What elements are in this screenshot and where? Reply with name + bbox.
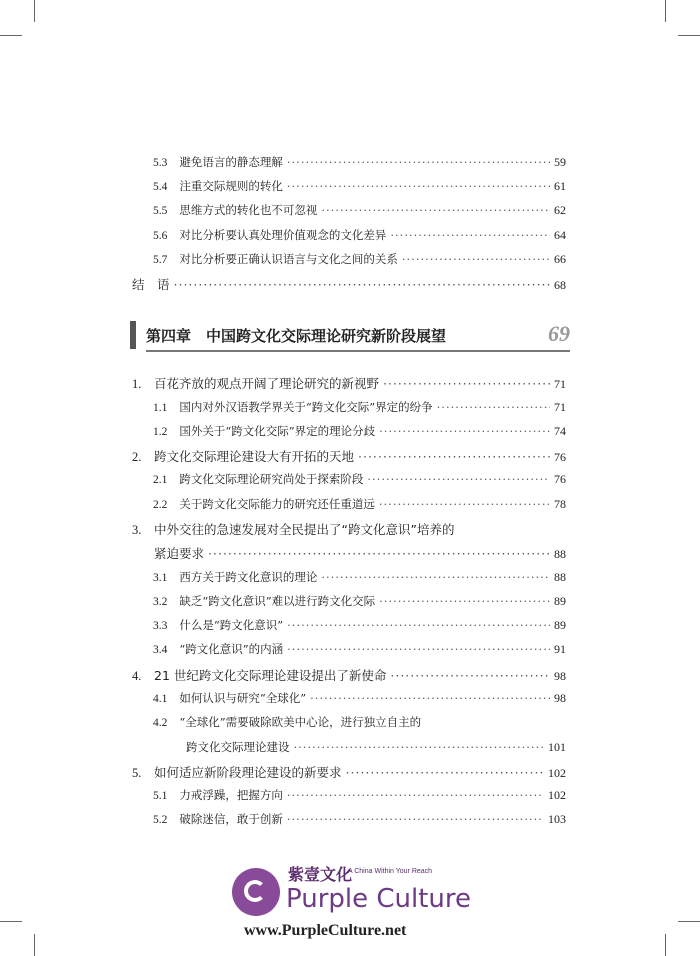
toc-entry[interactable] — [153, 496, 566, 516]
entry-title: 21 世纪跨文化交际理论建设提出了新使命 — [154, 668, 387, 683]
chapter-rule — [146, 350, 570, 352]
entry-title: 中外交往的急速发展对全民提出了“跨文化意识”培养的 — [154, 522, 455, 537]
toc-entry[interactable] — [153, 714, 566, 734]
entry-number: 5.7 — [153, 254, 168, 266]
entry-number: 1. — [132, 377, 142, 391]
toc-entry[interactable] — [132, 520, 566, 540]
toc-entry[interactable] — [153, 593, 566, 613]
entry-title: 思维方式的转化也不可忽视 — [179, 203, 318, 217]
leader-dots — [310, 691, 550, 705]
entry-title: 如何认识与研究“全球化” — [179, 691, 307, 705]
leader-dots — [321, 203, 550, 217]
entry-number: 2.2 — [153, 499, 168, 511]
leader-dots — [208, 546, 550, 561]
leader-dots — [379, 424, 550, 438]
entry-page: 64 — [554, 228, 566, 242]
toc-entry[interactable] — [153, 399, 566, 419]
toc-entry[interactable] — [132, 447, 566, 467]
chapter-heading[interactable] — [130, 319, 570, 351]
entry-number: 5.3 — [153, 157, 168, 169]
entry-title: “全球化”需要破除欧美中心论，进行独立自主的 — [179, 715, 422, 729]
entry-title: 国内对外汉语教学界关于“跨文化交际”界定的纷争 — [179, 400, 433, 414]
entry-page: 89 — [554, 618, 566, 632]
leader-dots — [383, 376, 550, 391]
toc-entry[interactable] — [153, 641, 566, 661]
entry-title: 力戒浮躁，把握方向 — [179, 788, 283, 802]
entry-number: 3.1 — [153, 572, 168, 584]
leader-dots — [367, 472, 550, 486]
watermark-english: Purple Culture — [286, 884, 472, 914]
entry-page: 88 — [554, 570, 566, 584]
entry-number: 4.1 — [153, 693, 168, 705]
entry-title: 结 语 — [132, 277, 170, 292]
leader-dots — [379, 594, 550, 608]
entry-page: 76 — [554, 450, 566, 464]
toc-entry-continuation[interactable] — [186, 739, 566, 759]
chapter-marker — [130, 321, 136, 349]
toc-entry-continuation[interactable] — [154, 544, 566, 564]
leader-dots — [287, 618, 550, 632]
entry-number: 5.2 — [153, 814, 168, 826]
toc-entry[interactable] — [153, 787, 566, 807]
purple-culture-watermark — [232, 858, 472, 948]
entry-title: 什么是“跨文化意识” — [179, 618, 284, 632]
toc-entry[interactable] — [153, 202, 566, 222]
entry-number: 3.3 — [153, 620, 168, 632]
leader-dots — [287, 788, 544, 802]
toc-entry[interactable] — [132, 763, 566, 783]
leader-dots — [358, 449, 550, 464]
toc-entry[interactable] — [153, 178, 566, 198]
chapter-page: 69 — [548, 321, 570, 346]
entry-title: 国外关于“跨文化交际”界定的理论分歧 — [179, 424, 376, 438]
entry-title: 对比分析要认真处理价值观念的文化差异 — [179, 228, 387, 242]
entry-number: 3. — [132, 523, 142, 537]
leader-dots — [437, 400, 550, 414]
toc-entry[interactable] — [153, 811, 566, 831]
toc-entry-conclusion[interactable] — [132, 275, 566, 295]
entry-number: 3.2 — [153, 596, 168, 608]
entry-page: 78 — [554, 497, 566, 511]
entry-title: 避免语言的静态理解 — [179, 155, 283, 169]
leader-dots — [321, 570, 550, 584]
entry-page: 102 — [548, 788, 566, 802]
entry-page: 76 — [554, 472, 566, 486]
toc-entry[interactable] — [153, 423, 566, 443]
entry-number: 5.6 — [153, 230, 168, 242]
entry-page: 101 — [548, 740, 566, 754]
toc-entry[interactable] — [153, 154, 566, 174]
entry-page: 89 — [554, 594, 566, 608]
entry-page: 62 — [554, 203, 566, 217]
entry-page: 61 — [554, 179, 566, 193]
entry-number: 4.2 — [153, 717, 168, 729]
leader-dots — [174, 277, 550, 292]
leader-dots — [379, 497, 550, 511]
toc-entry[interactable] — [153, 471, 566, 491]
entry-title: 关于跨文化交际能力的研究还任重道远 — [179, 497, 375, 511]
leader-dots — [287, 642, 550, 656]
entry-title: 破除迷信，敢于创新 — [179, 812, 283, 826]
toc-entry[interactable] — [153, 690, 566, 710]
leader-dots — [390, 668, 550, 683]
entry-page: 71 — [554, 400, 566, 414]
entry-title: 百花齐放的观点开阔了理论研究的新视野 — [154, 376, 380, 391]
chapter-title: 第四章 中国跨文化交际理论研究新阶段展望 — [146, 327, 447, 345]
leader-dots — [294, 740, 545, 754]
leader-dots — [402, 252, 550, 266]
toc-entry[interactable] — [153, 617, 566, 637]
entry-number: 4. — [132, 669, 142, 683]
entry-title: 西方关于跨文化意识的理论 — [179, 570, 318, 584]
leader-dots — [346, 765, 544, 780]
leader-dots — [287, 179, 550, 193]
entry-title: 跨文化交际理论建设 — [186, 740, 290, 754]
entry-page: 98 — [554, 691, 566, 705]
leader-dots — [287, 155, 550, 169]
entry-number: 5.1 — [153, 790, 168, 802]
entry-number: 1.2 — [153, 426, 168, 438]
entry-title: 注重交际规则的转化 — [179, 179, 283, 193]
toc-entry[interactable] — [153, 569, 566, 589]
entry-page: 71 — [554, 377, 566, 391]
entry-title: 对比分析要正确认识语言与文化之间的关系 — [179, 252, 398, 266]
leader-dots — [287, 812, 544, 826]
entry-number: 5.4 — [153, 181, 168, 193]
toc-entry[interactable] — [132, 374, 566, 394]
entry-page: 59 — [554, 155, 566, 169]
entry-page: 98 — [554, 669, 566, 683]
entry-page: 88 — [554, 547, 566, 561]
entry-number: 2.1 — [153, 474, 168, 486]
entry-number: 5. — [132, 766, 142, 780]
toc-entry[interactable] — [132, 666, 566, 686]
entry-title: 跨文化交际理论研究尚处于探索阶段 — [179, 472, 364, 486]
entry-title: 如何适应新阶段理论建设的新要求 — [154, 765, 342, 780]
entry-title: “跨文化意识”的内涵 — [179, 642, 284, 656]
entry-title: 紧迫要求 — [154, 546, 205, 561]
entry-page: 66 — [554, 252, 566, 266]
entry-number: 5.5 — [153, 205, 168, 217]
entry-page: 102 — [548, 766, 566, 780]
entry-page: 103 — [548, 812, 566, 826]
entry-title: 跨文化交际理论建设大有开拓的天地 — [154, 449, 355, 464]
toc-entry[interactable] — [153, 227, 566, 247]
entry-title: 缺乏“跨文化意识”难以进行跨文化交际 — [179, 594, 376, 608]
watermark-chinese: 紫壹文化 — [288, 865, 353, 884]
entry-number: 2. — [132, 450, 142, 464]
swirl-logo-icon — [232, 868, 280, 916]
entry-page: 68 — [554, 278, 566, 292]
entry-page: 91 — [554, 642, 566, 656]
entry-page: 74 — [554, 424, 566, 438]
watermark-url: www.PurpleCulture.net — [244, 922, 407, 939]
toc-entry[interactable] — [153, 251, 566, 271]
entry-number: 3.4 — [153, 644, 168, 656]
leader-dots — [390, 228, 550, 242]
watermark-tagline: A China Within Your Reach — [348, 868, 433, 875]
entry-number: 1.1 — [153, 402, 168, 414]
